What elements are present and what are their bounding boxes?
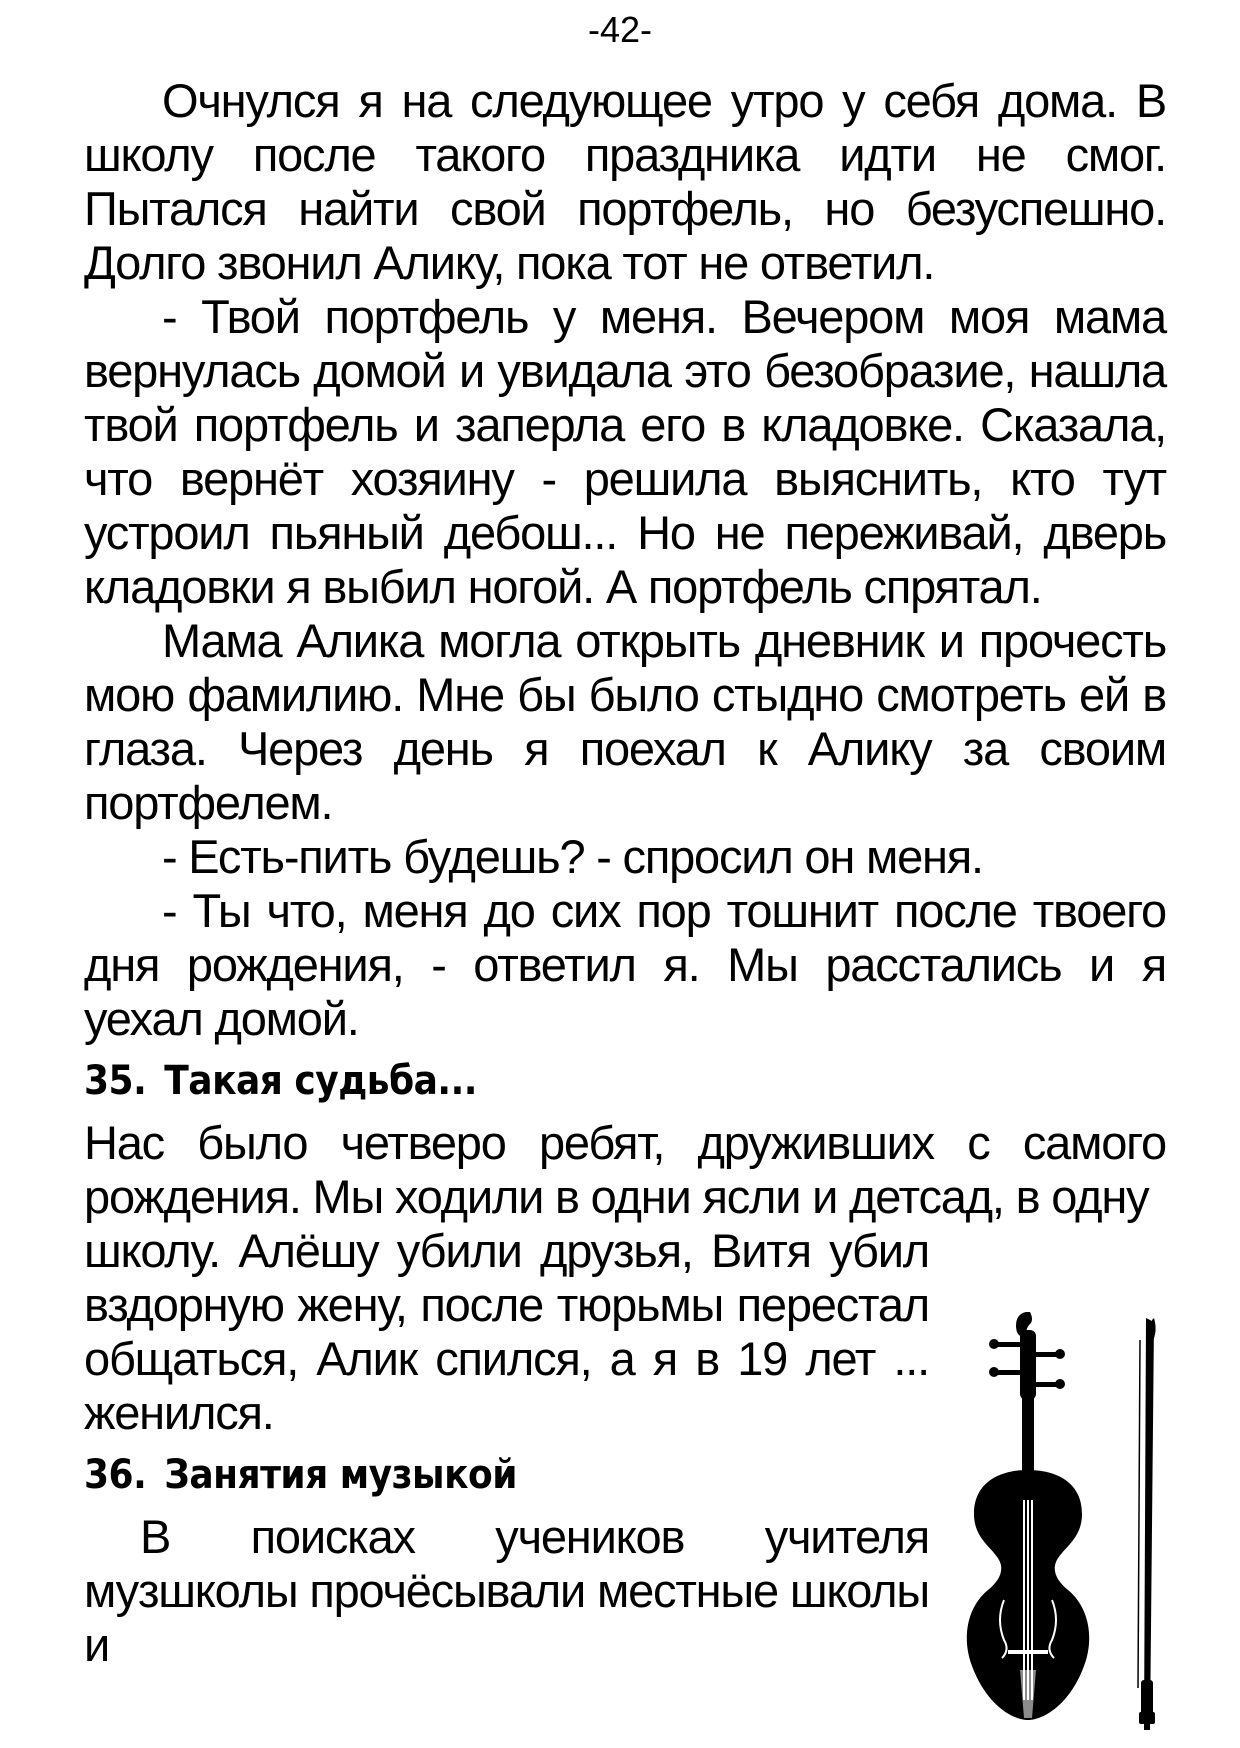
paragraph-5: - Ты что, меня до сих пор тошнит после твоего дня рождения, - ответил я. Мы расстались и я уехал домой. (84, 884, 1166, 1045)
bow-icon (1139, 1318, 1156, 1730)
paragraph-2: - Твой портфель у меня. Вечером моя мама вернулась домой и увидала это безобразие, нашла твой портфель и заперла его в кладовке. Сказала, что вернёт хозяину - решила выяснить, кто тут устроил пьяный дебош... Но не переживай, дверь кладовки я выбил ногой. А портфель спрятал. (84, 290, 1166, 613)
paragraph-1: Очнулся я на следующее утро у себя дома. В школу после такого праздника идти не смог. Пытался найти свой портфель, но безуспешно. Долго звонил Алику, пока тот не ответил. (84, 74, 1166, 289)
section-36-number: 36. (84, 1452, 147, 1498)
paragraph-4: - Есть-пить будешь? - спросил он меня. (162, 830, 983, 883)
section-35-heading (84, 1054, 1166, 1108)
section-35-title: Такая судьба... (164, 1058, 477, 1104)
section-36-text: В поисках учеников учителя музшколы прочёсывали местные школы и (84, 1510, 929, 1671)
page-number: -42- (587, 9, 653, 50)
violin-and-bow-icon (960, 1300, 1170, 1740)
section-35-text-a: Нас было четверо ребят, друживших с самого рождения. Мы ходили в одни ясли и детсад, в одну (84, 1116, 1166, 1223)
section-36-title: Занятия музыкой (164, 1452, 517, 1498)
section-35-number: 35. (84, 1058, 147, 1104)
paragraph-3: Мама Алика могла открыть дневник и прочесть мою фамилию. Мне бы было стыдно смотреть ей в глаза. Через день я поехал к Алику за своим портфелем. (84, 614, 1166, 829)
section-35-text-b: школу. Алёшу убили друзья, Витя убил вздорную жену, после тюрьмы перестал общаться, Алик спился, а я в 19 лет ... женился. (84, 1224, 929, 1439)
